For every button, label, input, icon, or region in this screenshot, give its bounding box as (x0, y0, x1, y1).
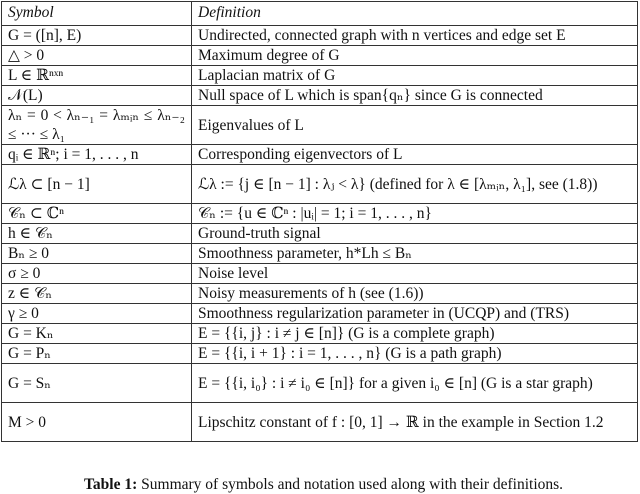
table-row (2, 344, 638, 364)
definition-cell: ℒλ := {j ∈ [n − 1] : λⱼ < λ} (defined for λ ∈ [λₘᵢₙ, λ₁], see (1.8)) (192, 165, 638, 204)
table-row (2, 284, 638, 304)
symbol-cell: z ∈ 𝒞ₙ (2, 284, 192, 304)
table-row (2, 324, 638, 344)
header-definition: Definition (192, 2, 638, 24)
table-row (2, 204, 638, 224)
table-row (2, 86, 638, 106)
symbol-cell: ℒλ ⊂ [n − 1] (2, 165, 192, 204)
table-row (2, 165, 638, 204)
definition-cell: Undirected, connected graph with n vertices and edge set E (192, 26, 638, 46)
definition-cell: E = {{i, i + 1} : i = 1, . . . , n} (G is a path graph) (192, 344, 638, 364)
table-row (2, 106, 638, 145)
symbol-cell: σ ≥ 0 (2, 264, 192, 284)
symbol-cell: γ ≥ 0 (2, 304, 192, 324)
definition-cell: Lipschitz constant of f : [0, 1] → ℝ in the example in Section 1.2 (192, 403, 638, 442)
definition-cell: Smoothness parameter, h*Lh ≤ Bₙ (192, 244, 638, 264)
symbol-cell: G = Kₙ (2, 324, 192, 344)
table-row (2, 264, 638, 284)
symbol-cell: L ∈ ℝⁿˣⁿ (2, 66, 192, 86)
caption-text: Summary of symbols and notation used along with their definitions. (141, 476, 564, 493)
caption-label: Table 1: (84, 476, 138, 493)
symbol-cell: 𝒞ₙ ⊂ ℂⁿ (2, 204, 192, 224)
table-row (2, 364, 638, 403)
definition-cell: Eigenvalues of L (192, 106, 638, 145)
definition-cell: Noise level (192, 264, 638, 284)
symbol-cell: Bₙ ≥ 0 (2, 244, 192, 264)
symbol-cell: 𝒩(L) (2, 86, 192, 106)
table-row (2, 224, 638, 244)
definition-cell: Smoothness regularization parameter in (UCQP) and (TRS) (192, 304, 638, 324)
symbol-cell: λₙ = 0 < λₙ₋₁ = λₘᵢₙ ≤ λₙ₋₂ ≤ ··· ≤ λ₁ (2, 106, 192, 145)
symbol-cell: M > 0 (2, 403, 192, 442)
table-row (2, 304, 638, 324)
table-row (2, 26, 638, 46)
definition-cell: Laplacian matrix of G (192, 66, 638, 86)
table-caption (84, 476, 563, 494)
definition-cell: Null space of L which is span{qₙ} since G is connected (192, 86, 638, 106)
definition-cell: E = {{i, i₀} : i ≠ i₀ ∈ [n]} for a given i₀ ∈ [n] (G is a star graph) (192, 364, 638, 403)
symbol-cell: h ∈ 𝒞ₙ (2, 224, 192, 244)
definition-cell: E = {{i, j} : i ≠ j ∈ [n]} (G is a complete graph) (192, 324, 638, 344)
symbol-cell: G = Sₙ (2, 364, 192, 403)
definition-cell: Maximum degree of G (192, 46, 638, 66)
symbol-cell: G = ([n], E) (2, 26, 192, 46)
table-row (2, 145, 638, 165)
symbols-table (1, 1, 638, 442)
definition-cell: 𝒞ₙ := {u ∈ ℂⁿ : |uᵢ| = 1; i = 1, . . . , n} (192, 204, 638, 224)
definition-cell: Corresponding eigenvectors of L (192, 145, 638, 165)
table-row (2, 46, 638, 66)
symbol-cell: △ > 0 (2, 46, 192, 66)
symbol-cell: qᵢ ∈ ℝⁿ; i = 1, . . . , n (2, 145, 192, 165)
header-symbol: Symbol (2, 2, 192, 24)
table-row (2, 244, 638, 264)
table-header-row (2, 2, 638, 24)
definition-cell: Noisy measurements of h (see (1.6)) (192, 284, 638, 304)
table-row (2, 403, 638, 442)
table-row (2, 66, 638, 86)
symbol-cell: G = Pₙ (2, 344, 192, 364)
definition-cell: Ground-truth signal (192, 224, 638, 244)
